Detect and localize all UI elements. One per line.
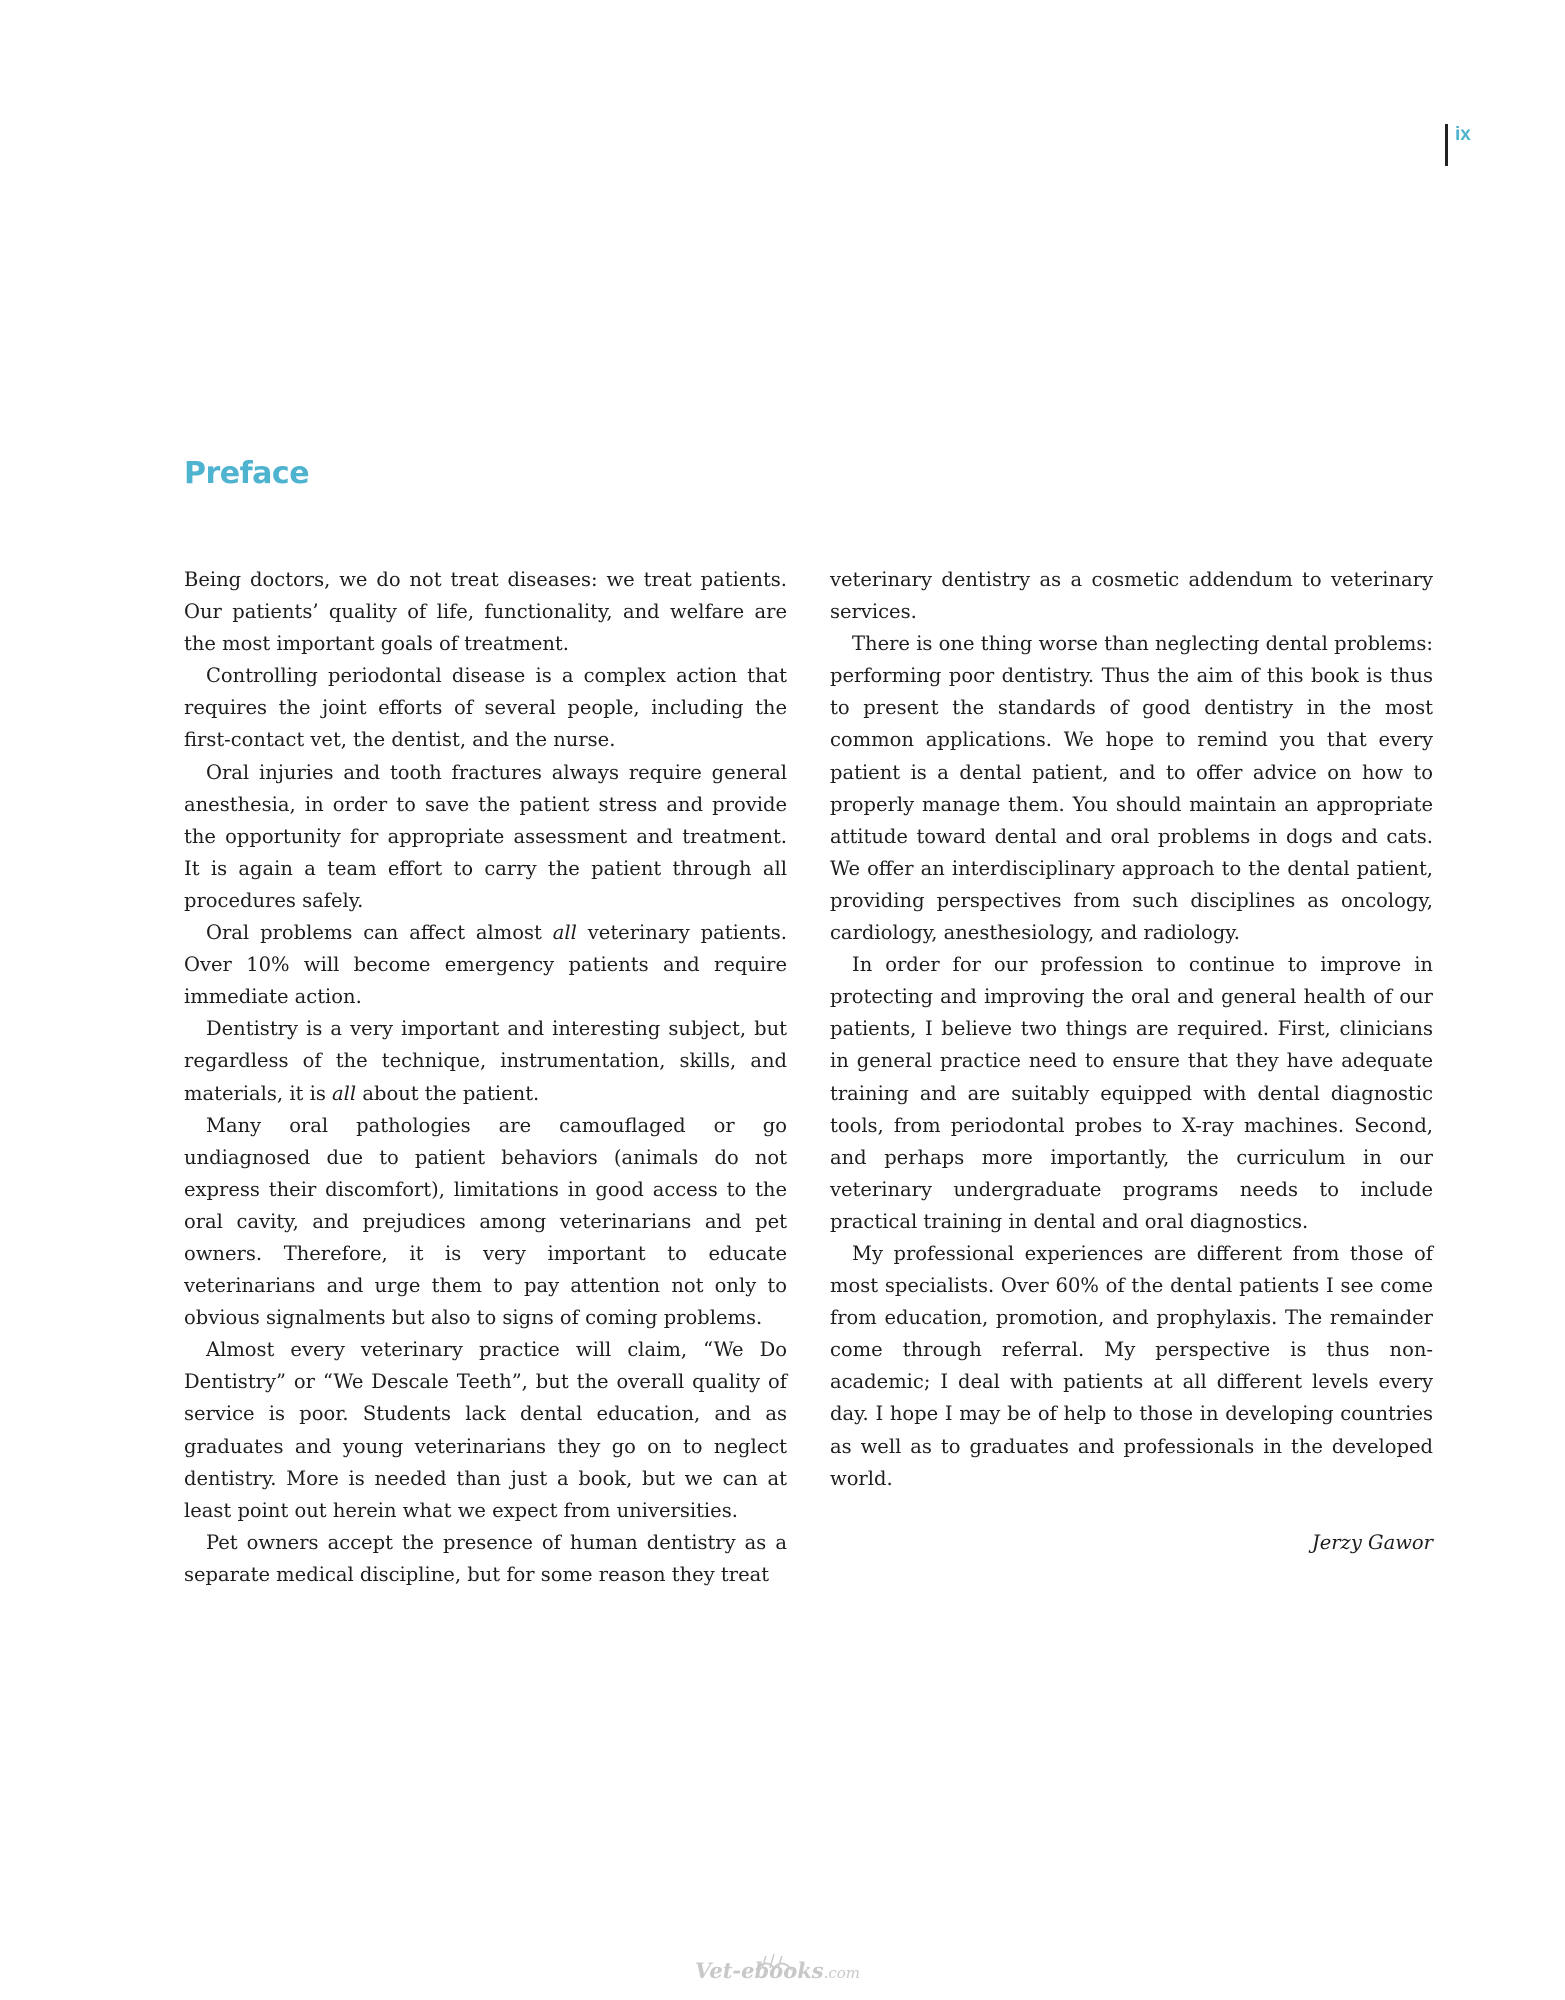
emphasis-text: all xyxy=(552,921,577,945)
right-column xyxy=(830,564,1433,1559)
paragraph: Many oral pathologies are camouflaged or go undiagnosed due to patient behaviors (animals do not express their discomfort), limitations in good access to the oral cavity, and prejudices among veterinarians and pet owners. Therefore, it is very important to educate veterinarians and urge them to pay attention not only to obvious signalments but also to signs of coming problems. xyxy=(184,1113,787,1330)
paragraph: Being doctors, we do not treat diseases: we treat patients. Our patients’ quality of life, functionality, and welfare are the most important goals of treatment. xyxy=(184,568,787,656)
watermark-suffix: .com xyxy=(823,1964,861,1982)
paragraph: Pet owners accept the presence of human dentistry as a separate medical discipline, but for some reason they treat xyxy=(184,1530,787,1586)
paragraph xyxy=(184,917,787,1013)
paragraph: My professional experiences are different from those of most specialists. Over 60% of the dental patients I see come from education, promotion, and prophylaxis. The remainder come through referral. My perspective is thus non-academic; I deal with patients at all different levels every day. I hope I may be of help to those in developing countries as well as to graduates and professionals in the developed world. xyxy=(830,1241,1433,1490)
emphasis-text: all xyxy=(332,1081,357,1105)
paragraph xyxy=(184,1013,787,1109)
left-column xyxy=(184,564,787,1591)
author-signature: Jerzy Gawor xyxy=(1311,1530,1433,1554)
page-number-rule xyxy=(1445,124,1448,166)
paragraph-text: Dentistry is a very important and interesting subject, but regardless of the technique, instrumentation, skills, and materials, it is xyxy=(184,1017,787,1105)
paragraph-text: veterinary patients. Over 10% will become emergency patients and require immediate action. xyxy=(184,921,787,1009)
page-title: Preface xyxy=(184,456,310,491)
paragraph-text: about the patient. xyxy=(356,1081,540,1105)
watermark xyxy=(695,1958,860,1983)
page-number: ix xyxy=(1455,124,1471,145)
paragraph: Oral injuries and tooth fractures always require general anesthesia, in order to save the patient stress and provide the opportunity for appropriate assessment and treatment. It is again a team effort to carry the patient through all procedures safely. xyxy=(184,760,787,912)
paragraph: Almost every veterinary practice will claim, “We Do Dentistry” or “We Descale Teeth”, but the overall quality of service is poor. Students lack dental education, and as graduates and young veterinarians they go on to neglect dentistry. More is needed than just a book, but we can at least point out herein what we expect from universities. xyxy=(184,1338,787,1522)
paragraph-text: Oral problems can affect almost xyxy=(206,921,553,945)
paragraph: In order for our profession to continue to improve in protecting and improving the oral and general health of our patients, I believe two things are required. First, clinicians in general practice need to ensure that they have adequate training and are suitably equipped with dental diagnostic tools, from periodontal probes to X-ray machines. Second, and perhaps more importantly, the curriculum in our veterinary undergraduate programs needs to include practical training in dental and oral diagnostics. xyxy=(830,953,1433,1233)
watermark-text: Vet-ebooks xyxy=(695,1958,824,1983)
paragraph: veterinary dentistry as a cosmetic addendum to veterinary services. xyxy=(830,568,1433,624)
paragraph: Controlling periodontal disease is a complex action that requires the joint efforts of several people, including the first-contact vet, the dentist, and the nurse. xyxy=(184,664,787,752)
paragraph: There is one thing worse than neglecting dental problems: performing poor dentistry. Thus the aim of this book is thus to present the standards of good dentistry in the most common applications. We hope to remind you that every patient is a dental patient, and to offer advice on how to properly manage them. You should maintain an appropriate attitude toward dental and oral problems in dogs and cats. We offer an interdisciplinary approach to the dental patient, providing perspectives from such disciplines as oncology, cardiology, anesthesiology, and radiology. xyxy=(830,632,1433,945)
